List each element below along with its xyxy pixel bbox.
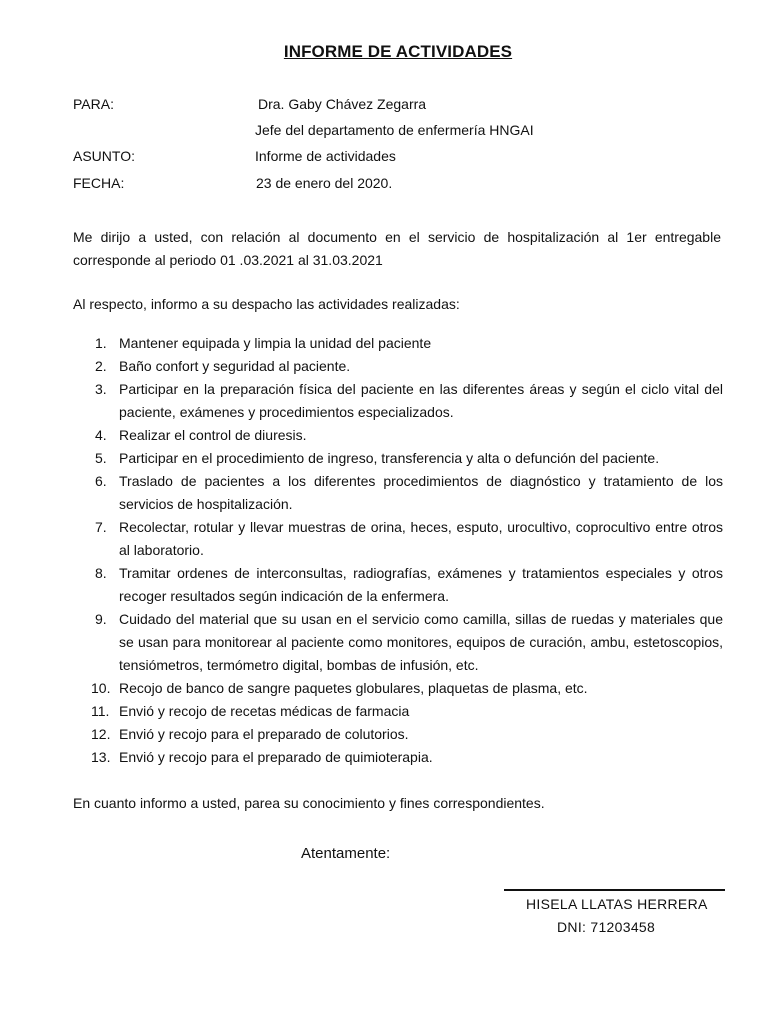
list-item-text: Baño confort y seguridad al paciente.: [119, 358, 351, 374]
signature-line: [504, 889, 725, 891]
list-item-text: Envió y recojo para el preparado de colutorios.: [119, 726, 409, 742]
list-item-number: 11.: [91, 703, 110, 719]
para-recipient-title: Jefe del departamento de enfermería HNGAI: [255, 122, 534, 138]
list-item-number: 13.: [91, 749, 111, 765]
list-item: [73, 332, 723, 355]
list-item-number: 8.: [95, 565, 107, 581]
list-item-text: Participar en la preparación física del paciente en las diferentes áreas y según el ciclo vital del paciente, exámenes y procedimientos especializados.: [119, 381, 723, 420]
list-item: [73, 700, 723, 723]
list-item-number: 2.: [95, 358, 107, 374]
list-item-text: Traslado de pacientes a los diferentes procedimientos de diagnóstico y tratamiento de los servicios de hospitalización.: [119, 473, 723, 512]
list-item: [73, 355, 723, 378]
list-item: [73, 447, 723, 470]
list-item: [73, 677, 723, 700]
list-item-text: Tramitar ordenes de interconsultas, radiografías, exámenes y tratamientos especiales y otros recoger resultados según indicación de la enfermera.: [119, 565, 723, 604]
list-item: [73, 746, 723, 769]
para-recipient-name: Dra. Gaby Chávez Zegarra: [258, 96, 427, 112]
list-item-number: 5.: [95, 450, 107, 466]
list-item-number: 9.: [95, 611, 107, 627]
list-item: [73, 516, 723, 562]
lead-sentence: Al respecto, informo a su despacho las actividades realizadas:: [73, 296, 460, 312]
list-item-number: 12.: [91, 726, 111, 742]
signatory-dni: DNI: 71203458: [557, 919, 656, 935]
asunto-value: Informe de actividades: [255, 148, 396, 164]
signatory-name: HISELA LLATAS HERRERA: [526, 896, 708, 912]
list-item-text: Recolectar, rotular y llevar muestras de orina, heces, esputo, urocultivo, coprocultivo entre otros al laboratorio.: [119, 519, 723, 558]
valediction: Atentamente:: [301, 845, 391, 862]
asunto-label: ASUNTO:: [73, 148, 135, 164]
list-item-text: Realizar el control de diuresis.: [119, 427, 307, 443]
list-item: [73, 562, 723, 608]
list-item: [73, 723, 723, 746]
list-item-number: 10.: [91, 680, 111, 696]
list-item-text: Mantener equipada y limpia la unidad del paciente: [119, 335, 432, 351]
intro-paragraph: Me dirijo a usted, con relación al documento en el servicio de hospitalización al 1er entregable corresponde al periodo 01 .03.2021 al 31.03.2021: [73, 229, 721, 268]
list-item-number: 1.: [95, 335, 107, 351]
list-item-text: Recojo de banco de sangre paquetes globulares, plaquetas de plasma, etc.: [119, 680, 588, 696]
list-item-number: 4.: [95, 427, 107, 443]
list-item-text: Cuidado del material que su usan en el servicio como camilla, sillas de ruedas y materiales que se usan para monitorear al paciente como monitores, equipos de curación, ambu, estetoscopios, tensiómetros, termómetro digital, bombas de infusión, etc.: [119, 611, 723, 673]
list-item-number: 3.: [95, 381, 107, 397]
fecha-label: FECHA:: [73, 175, 125, 191]
list-item-text: Participar en el procedimiento de ingreso, transferencia y alta o defunción del paciente.: [119, 450, 660, 466]
list-item: [73, 424, 723, 447]
para-label: PARA:: [73, 96, 114, 112]
activities-list: [73, 332, 723, 769]
closing-sentence: En cuanto informo a usted, parea su conocimiento y fines correspondientes.: [73, 795, 545, 811]
document-title: INFORME DE ACTIVIDADES: [283, 42, 513, 61]
list-item-text: Envió y recojo para el preparado de quimioterapia.: [119, 749, 433, 765]
list-item-number: 7.: [95, 519, 107, 535]
list-item-number: 6.: [95, 473, 107, 489]
list-item: [73, 378, 723, 424]
list-item: [73, 470, 723, 516]
list-item-text: Envió y recojo de recetas médicas de farmacia: [119, 703, 410, 719]
fecha-value: 23 de enero del 2020.: [256, 175, 393, 191]
list-item: [73, 608, 723, 677]
